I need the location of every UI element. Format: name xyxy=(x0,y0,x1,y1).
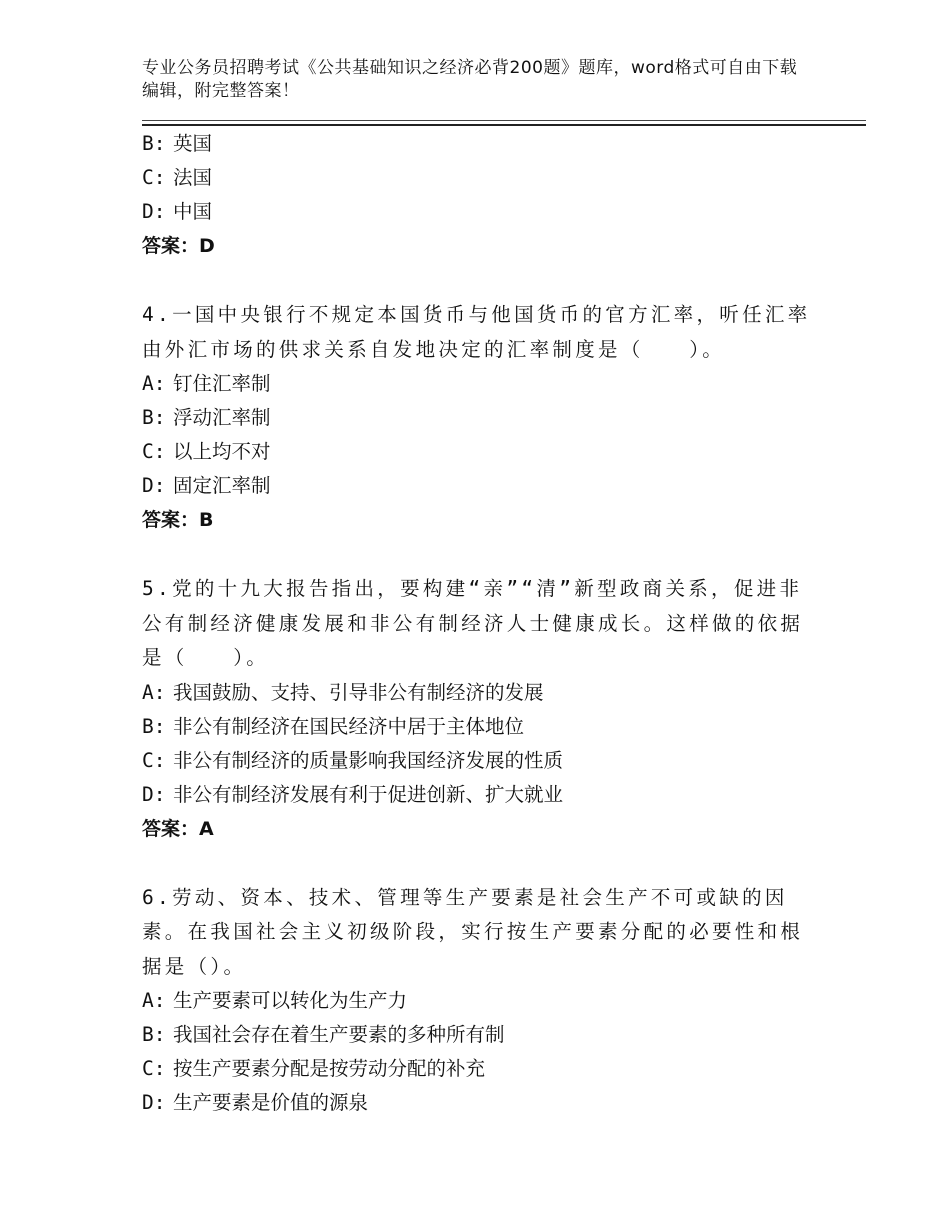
question-text: 4.一国中央银行不规定本国货币与他国货币的官方汇率，听任汇率由外汇市场的供求关系自发地决定的汇率制度是（ ）。 xyxy=(142,303,811,361)
option-c: C: 非公有制经济的质量影响我国经济发展的性质 xyxy=(142,748,564,772)
question-text: 5.党的十九大报告指出，要构建“亲”“清”新型政商关系，促进非公有制经济健康发展和非公有制经济人士健康成长。这样做的依据是（ ）。 xyxy=(142,577,804,669)
option-b: B: 非公有制经济在国民经济中居于主体地位 xyxy=(142,714,525,738)
option-a: A: 生产要素可以转化为生产力 xyxy=(142,989,408,1012)
option-b: B: 我国社会存在着生产要素的多种所有制 xyxy=(142,1023,505,1046)
question-list xyxy=(142,127,814,1120)
option-c: C: 法国 xyxy=(142,166,213,189)
answer: 答案：D xyxy=(142,235,215,257)
option-b: B: 英国 xyxy=(142,132,213,155)
document-header: 专业公务员招聘考试《公共基础知识之经济必背200题》题库，word格式可自由下载编辑，附完整答案！ xyxy=(142,58,798,101)
question-6 xyxy=(142,881,814,1121)
header-divider xyxy=(142,120,866,126)
option-d: D: 固定汇率制 xyxy=(142,474,271,497)
question-5 xyxy=(142,572,814,846)
option-a: A: 我国鼓励、支持、引导非公有制经济的发展 xyxy=(142,680,544,704)
question-3-tail xyxy=(142,127,814,263)
option-a: A: 钉住汇率制 xyxy=(142,372,271,395)
answer: 答案：A xyxy=(142,817,214,840)
option-b: B: 浮动汇率制 xyxy=(142,406,271,429)
question-text: 6.劳动、资本、技术、管理等生产要素是社会生产不可或缺的因素。在我国社会主义初级阶段，实行按生产要素分配的必要性和根据是（）。 xyxy=(142,885,804,978)
question-4 xyxy=(142,298,814,537)
option-d: D: 非公有制经济发展有利于促进创新、扩大就业 xyxy=(142,782,564,806)
answer: 答案：B xyxy=(142,509,214,531)
option-d: D: 中国 xyxy=(142,200,213,223)
option-c: C: 以上均不对 xyxy=(142,440,271,463)
option-c: C: 按生产要素分配是按劳动分配的补充 xyxy=(142,1057,486,1080)
option-d: D: 生产要素是价值的源泉 xyxy=(142,1091,369,1114)
